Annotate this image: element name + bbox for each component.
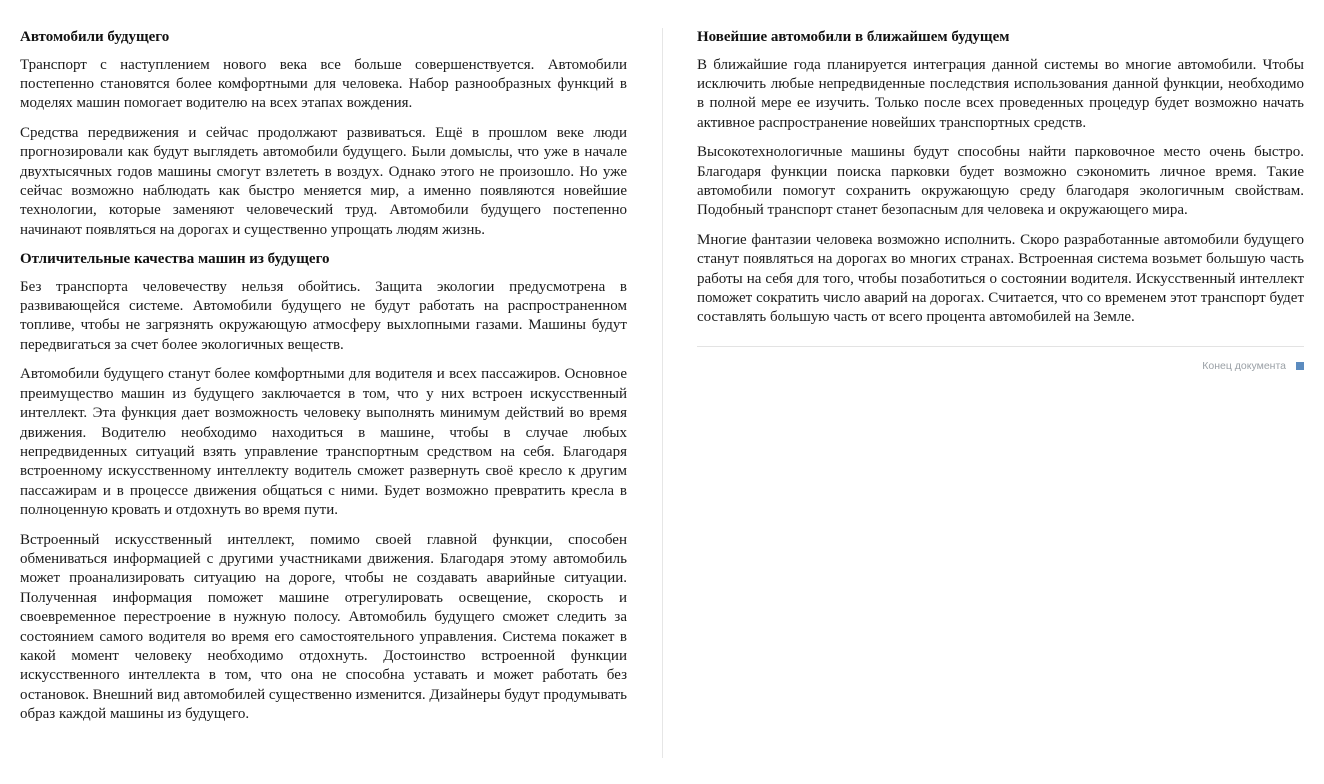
paragraph: Встроенный искусственный интеллект, помимо своей главной функции, способен обмениваться информацией с другими участниками движения. Благодаря этому автомобиль может проанализировать ситуацию на дороге, чтобы не создавать аварийные ситуации. Полученная информация поможет машине отрегулировать освещение, скорость и своевременное перестроение в нужную полосу. Автомобиль будущего сможет следить за состоянием самого водителя во время его самостоятельного управления. Система покажет в какой момент человеку необходимо отдохнуть. Достоинство встроенной функции искусственного интеллекта в том, что она не способна уставать и может работать без остановок. Внешний вид автомобилей существенно изменится. Дизайнеры будут продумывать образ каждой машины из будущего. bbox=[20, 531, 627, 723]
paragraph: Без транспорта человечеству нельзя обойтись. Защита экологии предусмотрена в развивающейся системе. Автомобили будущего не будут работать на распространенном топливе, чтобы не загрязнять окружающую атмосферу выхлопными газами. Машины будут передвигаться за счет более экологичных веществ. bbox=[20, 278, 627, 353]
paragraph: Многие фантазии человека возможно исполнить. Скоро разработанные автомобили будущего станут появляться на дорогах во многих странах. Встроенная система возьмет большую часть работы на себя для того, чтобы позаботиться о состоянии водителя. Искусственный интеллект поможет сократить число аварий на дорогах. Считается, что со временем этот транспорт будет составлять большую часть от всего процента автомобилей на Земле. bbox=[697, 231, 1304, 326]
paragraph: Средства передвижения и сейчас продолжают развиваться. Ещё в прошлом веке люди прогнозировали как будут выглядеть автомобили будущего. Были домыслы, что уже в начале двухтысячных годов машины смогут взлететь в воздух. Однако этого не произошло. Но уже сейчас возможно наблюдать как быстро меняется мир, а именно появляются новейшие технологии, которые заменяют человеческий труд. Автомобили будущего постепенно начинают появляться на дорогах и существенно упрощать людям жизнь. bbox=[20, 124, 627, 238]
end-of-document-marker bbox=[697, 360, 1304, 372]
paragraph: Транспорт с наступлением нового века все больше совершенствуется. Автомобили постепенно становятся более комфортными для человека. Набор разнообразных функций в моделях машин помогает водителю на всех этапах вождения. bbox=[20, 56, 627, 112]
paragraph: Автомобили будущего станут более комфортными для водителя и всех пассажиров. Основное преимущество машин из будущего заключается в том, что у них встроен искусственный интеллект. Эта функция дает возможность человеку выполнять минимум действий во время движения. Водителю необходимо находиться в машине, чтобы в случае любых непредвиденных ситуаций взять управление транспортным средством на себя. Благодаря встроенному искусственному интеллекту водитель сможет развернуть своё кресло к другим пассажирам и в процессе движения общаться с ними. Будет возможно превратить кресла в полноценную кровать и отдохнуть во время пути. bbox=[20, 366, 627, 519]
right-column bbox=[697, 28, 1304, 372]
article-title: Автомобили будущего bbox=[20, 29, 170, 45]
paragraph: Высокотехнологичные машины будут способны найти парковочное место очень быстро. Благодаря функции поиска парковки будет возможно сэкономить личное время. Такие автомобили помогут сохранить окружающую среду благодаря экологичным свойствам. Подобный транспорт станет безопасным для человека и окружающего мира. bbox=[697, 144, 1304, 219]
end-rule bbox=[697, 346, 1304, 347]
paragraph: В ближайшие года планируется интеграция данной системы во многие автомобили. Чтобы исключить любые непредвиденные последствия использования данной функции, необходимо в полной мере ее изучить. Только после всех проведенных процедур будет возможно начать активное распространение новейших транспортных средств. bbox=[697, 56, 1304, 131]
section-heading: Новейшие автомобили в ближайшем будущем bbox=[697, 29, 1010, 45]
end-of-document-label: Конец документа bbox=[1202, 359, 1286, 372]
column-divider bbox=[662, 28, 663, 758]
end-square-icon bbox=[1296, 362, 1304, 370]
section-heading: Отличительные качества машин из будущего bbox=[20, 251, 330, 268]
left-column bbox=[20, 28, 627, 735]
